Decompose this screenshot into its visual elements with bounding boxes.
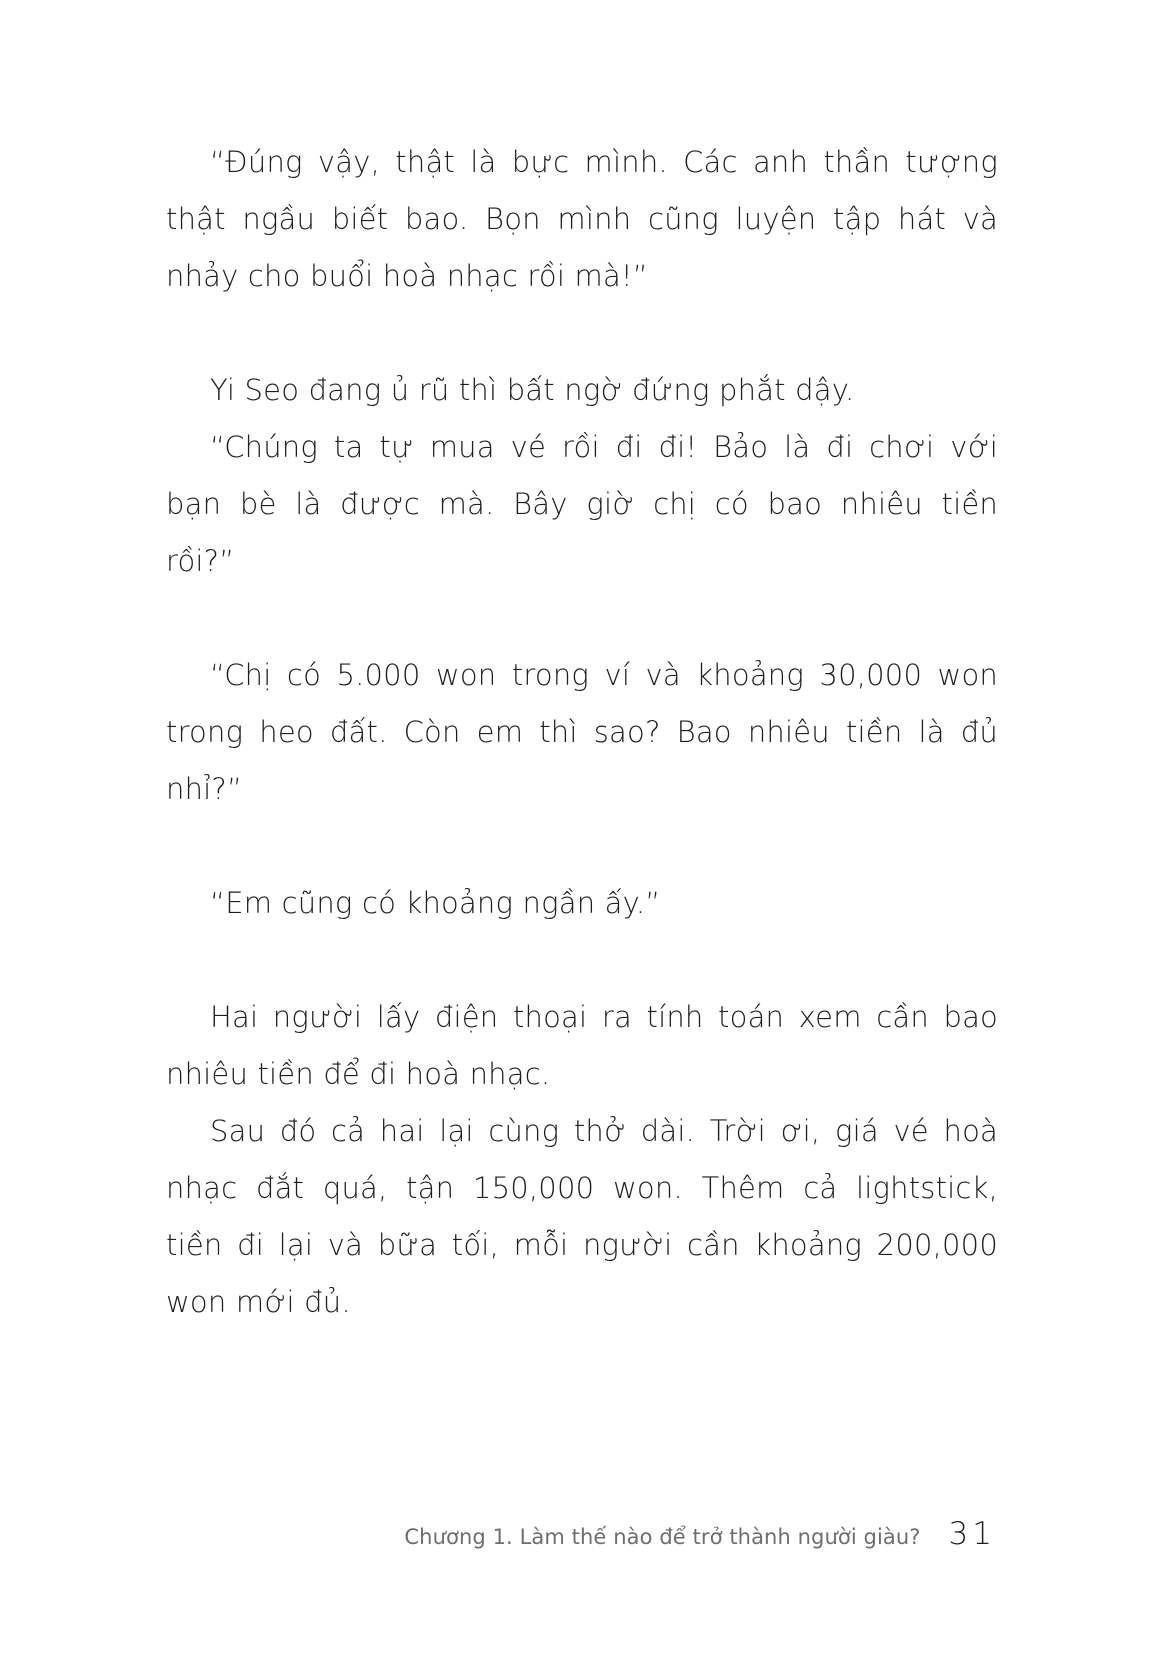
paragraph-2 xyxy=(166,362,998,419)
blank-line xyxy=(166,818,998,875)
text-line: won mới đủ. xyxy=(166,1285,351,1319)
text-line: rồi?” xyxy=(166,544,235,578)
text-line: “Chúng ta tự mua vé rồi đi đi! Bảo là đi chơi với xyxy=(210,430,998,464)
text-line: nhảy cho buổi hoà nhạc rồi mà!” xyxy=(166,259,648,293)
running-chapter-title: Chương 1. Làm thế nào để trở thành người giàu? xyxy=(404,1525,921,1549)
text-line: tiền đi lại và bữa tối, mỗi người cần khoảng 200,000 xyxy=(166,1228,998,1262)
text-line: bạn bè là được mà. Bây giờ chị có bao nhiêu tiền xyxy=(166,487,998,521)
body-text xyxy=(166,134,998,1331)
text-line: Hai người lấy điện thoại ra tính toán xem cần bao xyxy=(210,1000,998,1034)
text-line: nhiêu tiền để đi hoà nhạc. xyxy=(166,1057,551,1091)
page-number: 31 xyxy=(948,1516,996,1552)
text-line: trong heo đất. Còn em thì sao? Bao nhiêu tiền là đủ xyxy=(166,715,998,749)
paragraph-3 xyxy=(166,419,998,590)
paragraph-4 xyxy=(166,647,998,818)
text-line: nhạc đắt quá, tận 150,000 won. Thêm cả lightstick, xyxy=(166,1171,998,1205)
blank-line xyxy=(166,590,998,647)
text-line: “Đúng vậy, thật là bực mình. Các anh thần tượng xyxy=(210,145,998,179)
text-line: “Chị có 5.000 won trong ví và khoảng 30,000 won xyxy=(210,658,998,692)
blank-line xyxy=(166,932,998,989)
text-line: Sau đó cả hai lại cùng thở dài. Trời ơi, giá vé hoà xyxy=(210,1114,998,1148)
text-line: thật ngầu biết bao. Bọn mình cũng luyện tập hát và xyxy=(166,202,998,236)
paragraph-6 xyxy=(166,989,998,1103)
paragraph-5 xyxy=(166,875,998,932)
paragraph-7 xyxy=(166,1103,998,1331)
paragraph-1 xyxy=(166,134,998,305)
blank-line xyxy=(166,305,998,362)
page-footer xyxy=(404,1516,996,1556)
text-line: nhỉ?” xyxy=(166,772,243,806)
text-line: Yi Seo đang ủ rũ thì bất ngờ đứng phắt dậy. xyxy=(210,373,855,407)
text-line: “Em cũng có khoảng ngần ấy.” xyxy=(210,886,661,920)
